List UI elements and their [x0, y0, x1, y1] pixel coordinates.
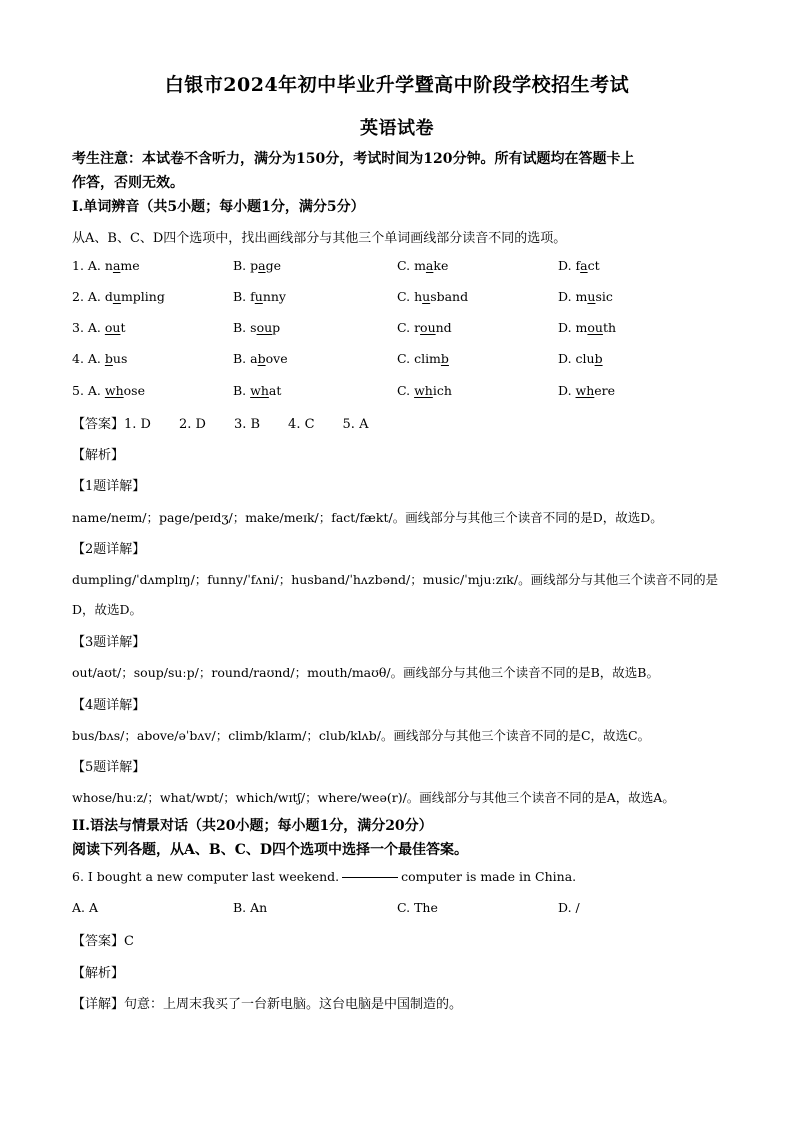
option: B. soup: [233, 320, 281, 335]
detail-text: out/aʊt/；soup/suːp/；round/raʊnd/；mouth/maʊθ/。画线部分与其他三个读音不同的是B，故选B。: [72, 665, 659, 680]
answer-item: 5. A: [342, 417, 369, 432]
answer-item: 4. C: [288, 417, 315, 432]
detail-text: dumpling/ˈdʌmplɪŋ/；funny/ˈfʌni/；husband/ˈhʌzbənd/；music/ˈmjuːzɪk/。画线部分与其他三个读音不同的是: [72, 572, 719, 587]
detail-label: 【详解】: [72, 997, 125, 1012]
option: A. A: [72, 900, 99, 915]
option: B. page: [233, 258, 281, 273]
analysis-label: 【解析】: [72, 966, 125, 981]
option: 4. A. bus: [72, 351, 128, 366]
option: D. where: [558, 383, 616, 398]
detail-label: 【4题详解】: [72, 698, 146, 713]
option: C. make: [397, 258, 449, 273]
detail-label: 【2题详解】: [72, 542, 146, 557]
option: B. above: [233, 351, 288, 366]
option: 3. A. out: [72, 320, 126, 335]
detail-text: name/neɪm/；page/peɪdʒ/；make/meɪk/；fact/fækt/。画线部分与其他三个读音不同的是D，故选D。: [72, 510, 663, 525]
notice-line-1: 考生注意：本试卷不含听力，满分为150分，考试时间为120分钟。所有试题均在答题卡上: [72, 151, 635, 167]
option: B. what: [233, 383, 282, 398]
stem-text: 6. I bought a new computer last weekend.: [72, 869, 340, 884]
answer-item: 2. D: [178, 417, 206, 432]
stem-text: computer is made in China.: [401, 869, 577, 884]
option: B. An: [233, 900, 268, 915]
section1-heading: I.单词辨音（共5小题；每小题1分，满分5分）: [72, 199, 365, 215]
option: C. which: [397, 383, 452, 398]
option: D. club: [558, 351, 603, 366]
option: D. mouth: [558, 320, 617, 335]
option: D. music: [558, 289, 613, 304]
option: C. climb: [397, 351, 449, 366]
answer-value: C: [124, 934, 134, 949]
detail-label: 【1题详解】: [72, 479, 146, 494]
option: C. husband: [397, 289, 469, 304]
answer-line: [72, 413, 368, 432]
option: B. funny: [233, 289, 286, 304]
option: D. fact: [558, 258, 600, 273]
option: C. round: [397, 320, 452, 335]
detail-label: 【3题详解】: [72, 635, 146, 650]
answer-item: 1. D: [124, 417, 151, 432]
notice-line-2: 作答，否则无效。: [72, 175, 184, 191]
answer-label: 【答案】: [72, 934, 125, 949]
detail-label: 【5题详解】: [72, 760, 146, 775]
section2-instruction: 阅读下列各题，从A、B、C、D四个选项中选择一个最佳答案。: [72, 842, 468, 858]
detail-text: 句意：上周末我买了一台新电脑。这台电脑是中国制造的。: [124, 997, 463, 1012]
detail-text: D，故选D。: [72, 602, 143, 617]
exam-subtitle: 英语试卷: [360, 118, 434, 139]
answer-item: 3. B: [233, 417, 261, 432]
option: 1. A. name: [72, 258, 140, 273]
section2-heading: II.语法与情景对话（共20小题；每小题1分，满分20分）: [72, 818, 433, 834]
answer-line: [72, 930, 134, 949]
section1-instruction: 从A、B、C、D四个选项中，找出画线部分与其他三个单词画线部分读音不同的选项。: [72, 231, 567, 246]
option: C. The: [397, 900, 438, 915]
detail-text: bus/bʌs/；above/əˈbʌv/；climb/klaɪm/；club/klʌb/。画线部分与其他三个读音不同的是C，故选C。: [72, 728, 651, 743]
detail-line: [72, 993, 462, 1012]
analysis-label: 【解析】: [72, 448, 125, 463]
detail-text: whose/huːz/；what/wɒt/；which/wɪtʃ/；where/weə(r)/。画线部分与其他三个读音不同的是A，故选A。: [72, 790, 675, 805]
option: 2. A. dumpling: [72, 289, 165, 304]
exam-title: 白银市2024年初中毕业升学暨高中阶段学校招生考试: [164, 74, 630, 96]
question-6-stem: [72, 869, 576, 884]
option: 5. A. whose: [72, 383, 145, 398]
option: D. /: [558, 900, 580, 915]
answer-label: 【答案】: [72, 417, 125, 432]
answer-blank: [342, 877, 398, 878]
